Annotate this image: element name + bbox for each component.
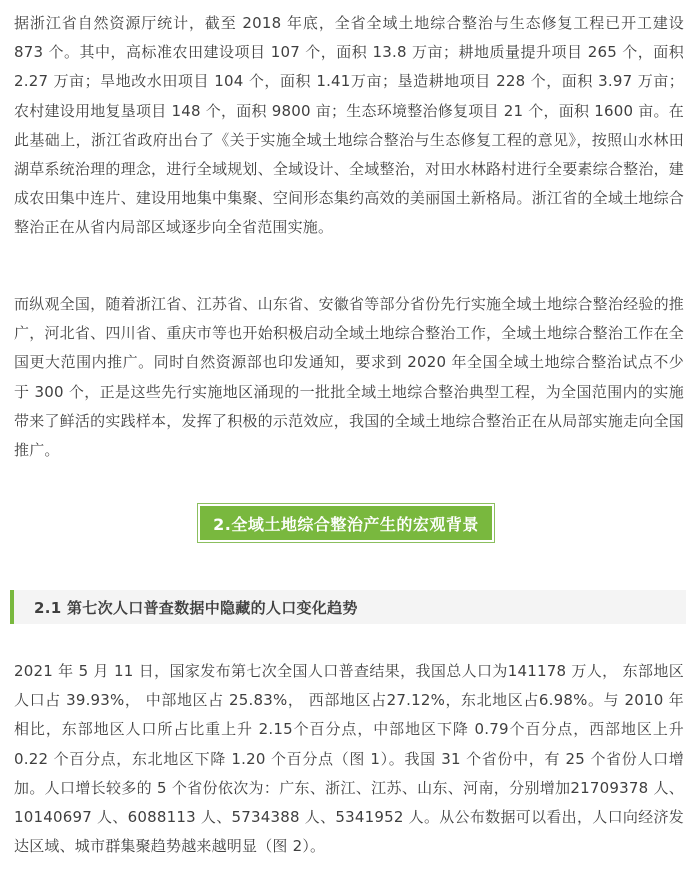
subsection-heading-bar: [10, 590, 686, 624]
subsection-heading: 2.1 第七次人口普查数据中隐藏的人口变化趋势: [34, 598, 358, 617]
article-paragraph: 而纵观全国，随着浙江省、江苏省、山东省、安徽省等部分省份先行实施全域土地综合整治经验的推广，河北省、四川省、重庆市等也开始积极启动全域土地综合整治工作，全域土地综合整治工作在全国更大范围内推广。同时自然资源部也印发通知，要求到 2020 年全国全域土地综合整治试点不少于 300 个，正是这些先行实施地区涌现的一批批全域土地综合整治典型工程，为全国范围内的实施带来了鲜活的实践样本，发挥了积极的示范效应，我国的全域土地综合整治正在从局部实施走向全国推广。: [14, 295, 684, 460]
article-paragraph: 2021 年 5 月 11 日，国家发布第七次全国人口普查结果，我国总人口为141178 万人， 东部地区人口占 39.93%， 中部地区占 25.83%， 西部地区占27.12%，东北地区占6.98%。与 2010 年相比，东部地区人口所占比重上升 2.15个百分点，中部地区下降 0.79个百分点，西部地区上升 0.22 个百分点，东北地区下降 1.20 个百分点（图 1）。我国 31 个省份中，有 25 个省份人口增加。人口增长较多的 5 个省份依次为：广东、浙江、江苏、山东、河南，分别增加21709378 人、10140697 人、6088113 人、5734388 人、5341952 人。从公布数据可以看出，人口向经济发达区域、城市群集聚趋势越来越明显（图 2）。: [14, 662, 684, 856]
section-heading-badge: [197, 503, 495, 543]
article-paragraph: 据浙江省自然资源厅统计，截至 2018 年底，全省全域土地综合整治与生态修复工程已开工建设 873 个。其中，高标准农田建设项目 107 个，面积 13.8 万亩；耕地质量提升项目 265 个，面积 2.27 万亩；旱地改水田项目 104 个，面积 1.41万亩；垦造耕地项目 228 个，面积 3.97 万亩；农村建设用地复垦项目 148 个，面积 9800 亩；生态环境整治修复项目 21 个，面积 1600 亩。在此基础上，浙江省政府出台了《关于实施全域土地综合整治与生态修复工程的意见》，按照山水林田湖草系统治理的理念，进行全域规划、全域设计、全域整治，对田水林路村进行全要素综合整治，建成农田集中连片、建设用地集中集聚、空间形态集约高效的美丽国土新格局。浙江省的全域土地综合整治正在从省内局部区域逐步向全省范围实施。: [14, 14, 684, 237]
section-heading: 2.全域土地综合整治产生的宏观背景: [200, 506, 492, 540]
